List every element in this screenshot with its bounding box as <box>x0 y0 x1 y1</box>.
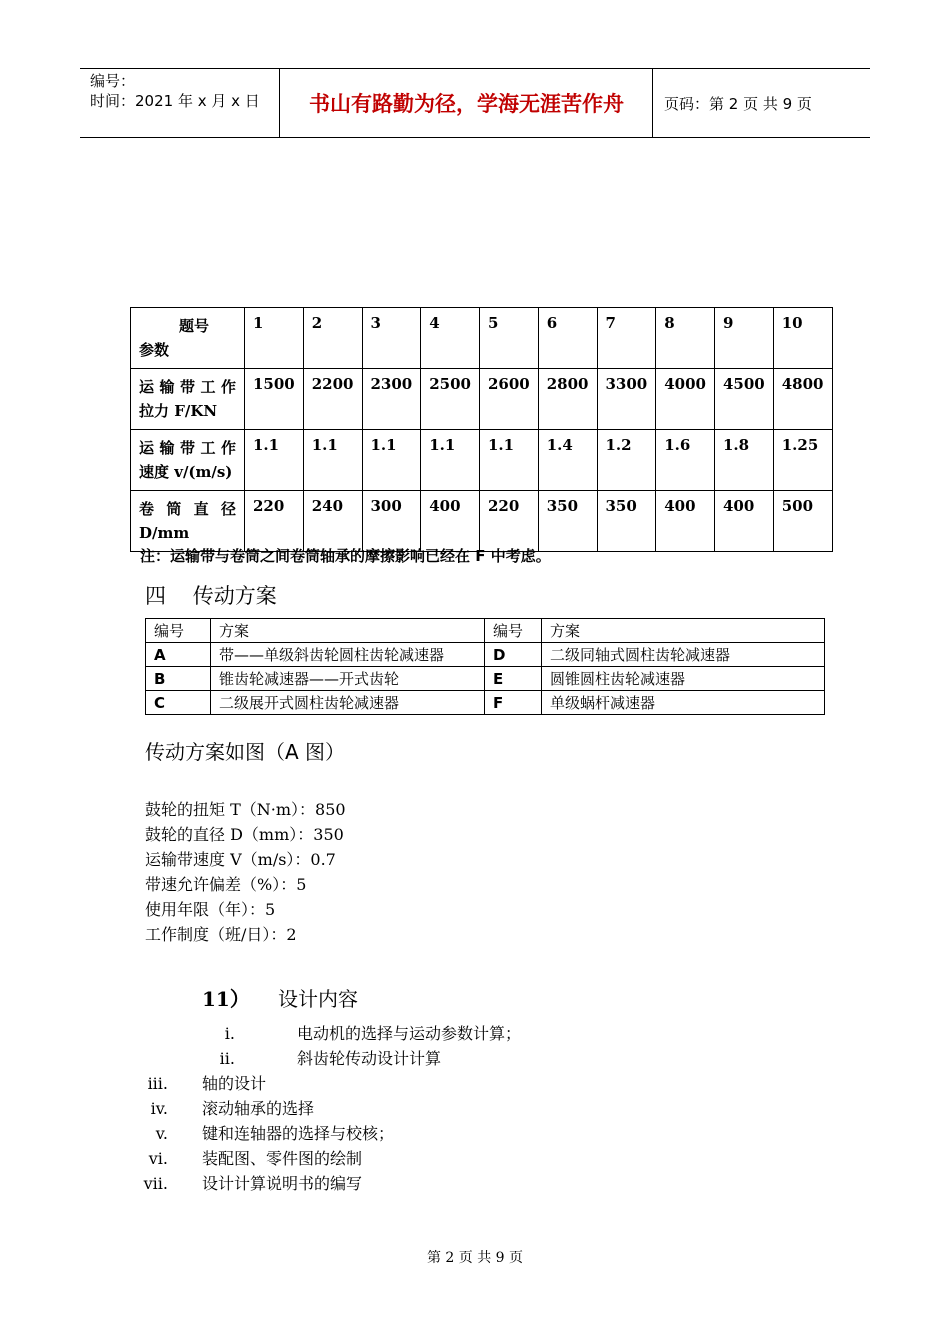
cell-value: 220 <box>480 491 539 552</box>
row-label-line1: 运输带工作 <box>139 378 236 396</box>
scheme-code: E <box>485 667 542 691</box>
problem-number: 9 <box>715 308 774 369</box>
problem-number: 1 <box>245 308 304 369</box>
cell-value: 1.4 <box>538 430 597 491</box>
list-number: v. <box>155 1124 168 1143</box>
cell-value: 1.6 <box>656 430 715 491</box>
scheme-desc: 二级展开式圆柱齿轮减速器 <box>211 691 485 715</box>
cell-value: 1.1 <box>303 430 362 491</box>
list-text: 电动机的选择与运动参数计算； <box>297 1024 522 1043</box>
page-footer: 第 2 页 共 9 页 <box>426 1250 524 1266</box>
cell-value: 1.1 <box>362 430 421 491</box>
table-row <box>146 667 825 691</box>
header-cell: 方案 <box>542 619 825 643</box>
row-label-line2: D/mm <box>139 524 190 542</box>
cell-value: 500 <box>773 491 832 552</box>
header-cell: 方案 <box>211 619 485 643</box>
page-header <box>80 68 870 138</box>
cell-value: 1.8 <box>715 430 774 491</box>
cell-value: 220 <box>245 491 304 552</box>
scheme-code: F <box>485 691 542 715</box>
list-number: vi. <box>148 1149 168 1168</box>
cell-value: 1.1 <box>245 430 304 491</box>
header-cell: 编号 <box>146 619 211 643</box>
list-number: iv. <box>150 1099 168 1118</box>
table-head-cell <box>131 308 245 369</box>
list-text: 滚动轴承的选择 <box>202 1099 315 1118</box>
list-number: iii. <box>147 1074 168 1093</box>
cell-value: 4000 <box>656 369 715 430</box>
cell-value: 1.25 <box>773 430 832 491</box>
row-label-line1: 运输带工作 <box>139 439 236 457</box>
spec-item: 使用年限（年）：5 <box>145 900 276 919</box>
list-text: 轴的设计 <box>202 1074 267 1093</box>
row-label <box>131 430 245 491</box>
code-label: 编号： <box>90 72 136 90</box>
scheme-code: D <box>485 643 542 667</box>
list-text: 斜齿轮传动设计计算 <box>297 1049 442 1068</box>
list-number: ii. <box>219 1049 235 1068</box>
scheme-code: B <box>146 667 211 691</box>
cell-value: 4500 <box>715 369 774 430</box>
row-label-line2: 速度 v/(m/s) <box>139 463 233 481</box>
scheme-desc: 二级同轴式圆柱齿轮减速器 <box>542 643 825 667</box>
list-number: vii. <box>143 1174 168 1193</box>
problem-number: 10 <box>773 308 832 369</box>
cell-value: 400 <box>421 491 480 552</box>
spec-item: 运输带速度 V（m/s）：0.7 <box>145 850 336 869</box>
problem-number: 6 <box>538 308 597 369</box>
scheme-table <box>145 618 825 715</box>
cell-value: 400 <box>715 491 774 552</box>
table-row <box>131 491 833 552</box>
row-label-line2: 拉力 F/KN <box>139 402 218 420</box>
problem-number: 2 <box>303 308 362 369</box>
cell-value: 2600 <box>480 369 539 430</box>
design-title: 设计内容 <box>278 987 358 1011</box>
cell-value: 300 <box>362 491 421 552</box>
spec-item: 鼓轮的直径 D（mm）：350 <box>145 825 344 844</box>
table-row <box>146 691 825 715</box>
scheme-desc: 单级蜗杆减速器 <box>542 691 825 715</box>
table-note: 注：运输带与卷筒之间卷筒轴承的摩擦影响已经在 F 中考虑。 <box>140 547 551 565</box>
head-top-label: 题号 <box>179 317 210 335</box>
spec-item: 工作制度（班/日）：2 <box>145 925 297 944</box>
list-text: 设计计算说明书的编写 <box>202 1174 363 1193</box>
cell-value: 350 <box>597 491 656 552</box>
section-title: 四 传动方案 <box>145 584 277 608</box>
list-text: 装配图、零件图的绘制 <box>202 1149 363 1168</box>
cell-value: 400 <box>656 491 715 552</box>
spec-item: 带速允许偏差（%）：5 <box>145 875 307 894</box>
scheme-desc: 带——单级斜齿轮圆柱齿轮减速器 <box>211 643 485 667</box>
cell-value: 2800 <box>538 369 597 430</box>
cell-value: 2500 <box>421 369 480 430</box>
cell-value: 1500 <box>245 369 304 430</box>
cell-value: 3300 <box>597 369 656 430</box>
figure-title: 传动方案如图（A 图） <box>145 740 346 764</box>
problem-number: 3 <box>362 308 421 369</box>
table-row <box>146 619 825 643</box>
scheme-desc: 圆锥圆柱齿轮减速器 <box>542 667 825 691</box>
header-motto: 书山有路勤为径，学海无涯苦作舟 <box>281 69 653 137</box>
scheme-desc: 锥齿轮减速器——开式齿轮 <box>211 667 485 691</box>
cell-value: 2200 <box>303 369 362 430</box>
problem-number: 8 <box>656 308 715 369</box>
spec-list <box>145 797 346 947</box>
problem-number: 5 <box>480 308 539 369</box>
head-bottom-label: 参数 <box>139 341 170 359</box>
table-row <box>131 308 833 369</box>
parameter-table <box>130 307 833 552</box>
row-label <box>131 491 245 552</box>
design-number: 11） <box>202 987 250 1011</box>
cell-value: 1.2 <box>597 430 656 491</box>
table-row <box>131 430 833 491</box>
table-row <box>131 369 833 430</box>
table-row <box>146 643 825 667</box>
problem-number: 4 <box>421 308 480 369</box>
problem-number: 7 <box>597 308 656 369</box>
spec-item: 鼓轮的扭矩 T（N·m）：850 <box>145 800 346 819</box>
cell-value: 1.1 <box>480 430 539 491</box>
cell-value: 1.1 <box>421 430 480 491</box>
scheme-code: C <box>146 691 211 715</box>
cell-value: 350 <box>538 491 597 552</box>
header-cell: 编号 <box>485 619 542 643</box>
scheme-code: A <box>146 643 211 667</box>
design-heading <box>202 983 358 1012</box>
row-label <box>131 369 245 430</box>
cell-value: 4800 <box>773 369 832 430</box>
cell-value: 2300 <box>362 369 421 430</box>
list-number: i. <box>224 1024 235 1043</box>
list-text: 键和连轴器的选择与校核； <box>202 1124 395 1143</box>
time-label: 时间：2021 年 x 月 x 日 <box>90 92 260 110</box>
cell-value: 240 <box>303 491 362 552</box>
row-label-line1: 卷筒直径 <box>139 500 236 518</box>
header-page-info: 页码：第 2 页 共 9 页 <box>664 94 812 113</box>
header-meta <box>80 69 280 137</box>
